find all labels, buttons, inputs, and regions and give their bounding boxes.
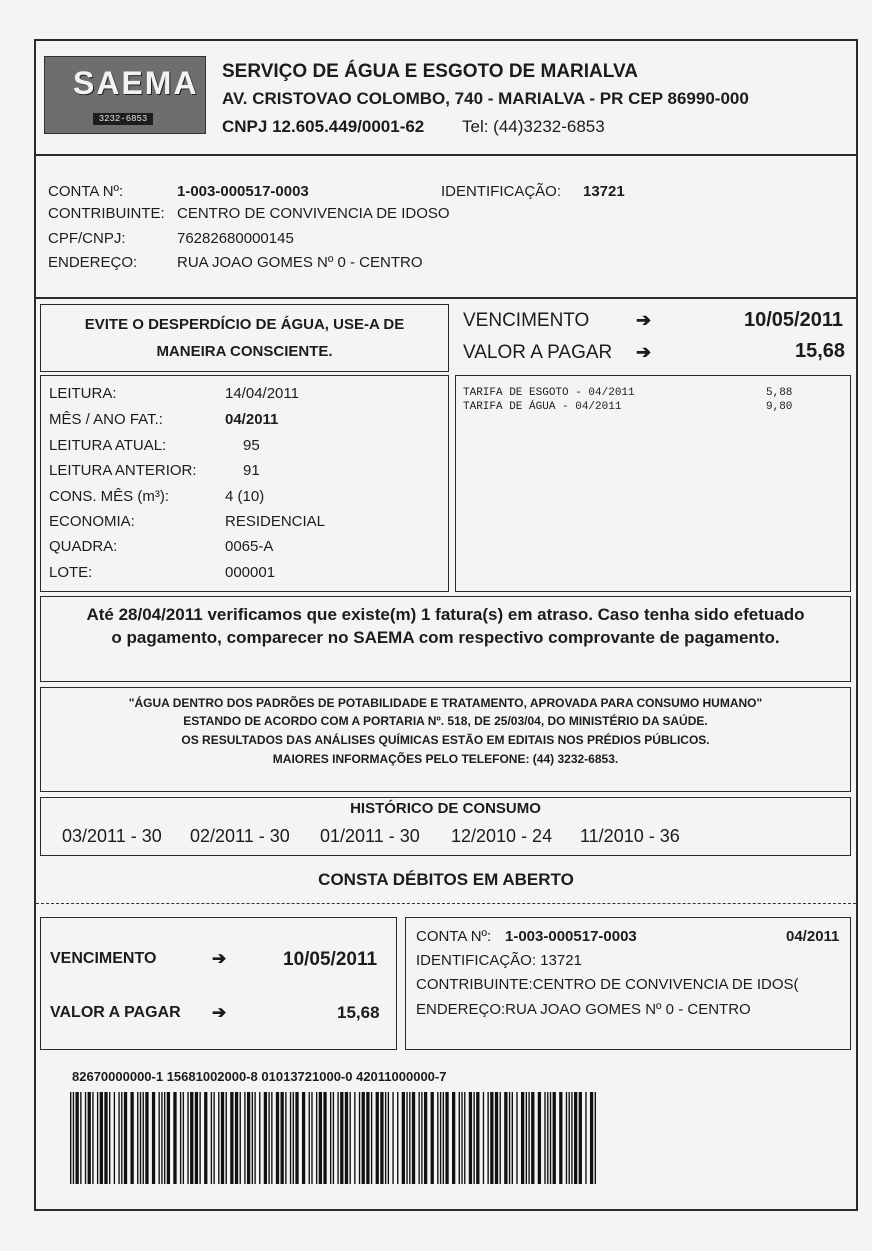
- barcode-bar: [559, 1092, 562, 1184]
- reading-label: MÊS / ANO FAT.:: [49, 411, 163, 428]
- barcode-bar: [461, 1092, 462, 1184]
- barcode-bar: [512, 1092, 513, 1184]
- barcode-bar: [316, 1092, 317, 1184]
- barcode-bar: [473, 1092, 474, 1184]
- barcode-bar: [319, 1092, 322, 1184]
- venc-value: 10/05/2011: [744, 309, 843, 331]
- barcode-bar: [173, 1092, 176, 1184]
- barcode-bar: [88, 1092, 91, 1184]
- barcode-bar: [70, 1092, 71, 1184]
- barcode-bar: [80, 1092, 81, 1184]
- conta-value: 1-003-000517-0003: [177, 183, 309, 200]
- saema-logo: [44, 56, 206, 134]
- barcode-bar: [268, 1092, 269, 1184]
- reading-label: CONS. MÊS (m³):: [49, 488, 169, 505]
- barcode-bar: [264, 1092, 267, 1184]
- barcode-bar: [464, 1092, 465, 1184]
- advice-box: [40, 304, 449, 372]
- header-divider: [34, 154, 858, 156]
- barcode-bar: [538, 1092, 541, 1184]
- debts-title: CONSTA DÉBITOS EM ABERTO: [318, 870, 574, 889]
- barcode-bar: [490, 1092, 493, 1184]
- barcode-bar: [252, 1092, 253, 1184]
- barcode-bar: [190, 1092, 193, 1184]
- barcode-bar: [75, 1092, 78, 1184]
- history-item: 11/2010 - 36: [580, 826, 680, 846]
- valor-label: VALOR A PAGAR: [463, 342, 613, 363]
- barcode-bar: [459, 1092, 460, 1184]
- stub-venc-label: VENCIMENTO: [50, 950, 157, 967]
- barcode-bar: [281, 1092, 284, 1184]
- barcode-bar: [311, 1092, 312, 1184]
- barcode-bar: [137, 1092, 138, 1184]
- barcode-bar: [495, 1092, 498, 1184]
- barcode-bar: [73, 1092, 74, 1184]
- barcode-bar: [121, 1092, 122, 1184]
- barcode-bar: [443, 1092, 444, 1184]
- barcode-bar: [595, 1092, 596, 1184]
- contrib-value: CENTRO DE CONVIVENCIA DE IDOSO: [177, 205, 450, 222]
- arrow-icon: ➔: [212, 949, 227, 968]
- stub-endereco: ENDEREÇO:RUA JOAO GOMES Nº 0 - CENTRO: [416, 1001, 751, 1018]
- barcode-bar: [574, 1092, 577, 1184]
- barcode-bar: [183, 1092, 184, 1184]
- quality-line-4: MAIORES INFORMAÇÕES PELO TELEFONE: (44) 3232-6853.: [272, 752, 619, 766]
- barcode-bar: [571, 1092, 572, 1184]
- barcode-bar: [145, 1092, 148, 1184]
- barcode-bar: [397, 1092, 398, 1184]
- barcode-bar: [424, 1092, 427, 1184]
- late-notice-line-2: o pagamento, comparecer no SAEMA com respectivo comprovante de pagamento.: [111, 628, 780, 647]
- charge-desc: TARIFA DE ÁGUA - 04/2011: [463, 401, 622, 413]
- barcode-bar: [309, 1092, 310, 1184]
- reading-value: 95: [243, 437, 260, 454]
- reading-label: LEITURA ATUAL:: [49, 437, 167, 454]
- cpf-value: 76282680000145: [177, 230, 294, 247]
- barcode-bar: [247, 1092, 250, 1184]
- barcode-bar: [359, 1092, 360, 1184]
- barcode-bar: [199, 1092, 200, 1184]
- advice-line-1: EVITE O DESPERDÍCIO DE ÁGUA, USE-A DE: [84, 316, 405, 333]
- company-name: SERVIÇO DE ÁGUA E ESGOTO DE MARIALVA: [222, 61, 638, 82]
- reading-label: LEITURA ANTERIOR:: [49, 462, 197, 479]
- barcode-bar: [550, 1092, 551, 1184]
- barcode-bar: [118, 1092, 119, 1184]
- barcode-bar: [521, 1092, 524, 1184]
- barcode-bar: [85, 1092, 86, 1184]
- stub-conta-label: CONTA Nº:: [416, 928, 492, 945]
- reading-value: 4 (10): [225, 488, 265, 505]
- barcode-bar: [500, 1092, 501, 1184]
- barcode-bar: [333, 1092, 334, 1184]
- ident-label: IDENTIFICAÇÃO:: [441, 183, 562, 200]
- barcode-bar: [143, 1092, 144, 1184]
- arrow-icon: ➔: [212, 1003, 227, 1022]
- barcode-bar: [254, 1092, 255, 1184]
- reading-label: QUADRA:: [49, 538, 118, 555]
- barcode-bar: [92, 1092, 93, 1184]
- barcode-bar: [271, 1092, 272, 1184]
- barcode-bar: [218, 1092, 219, 1184]
- barcode-bar: [547, 1092, 548, 1184]
- arrow-icon: ➔: [636, 310, 652, 330]
- company-tel: Tel: (44)3232-6853: [462, 117, 605, 136]
- barcode-bar: [340, 1092, 343, 1184]
- barcode-bar: [487, 1092, 488, 1184]
- barcode-bar: [259, 1092, 260, 1184]
- venc-label: VENCIMENTO: [463, 310, 590, 331]
- history-item: 01/2011 - 30: [320, 826, 420, 846]
- history-item: 03/2011 - 30: [62, 826, 162, 846]
- stub-venc-value: 10/05/2011: [283, 949, 378, 970]
- barcode-bar: [412, 1092, 415, 1184]
- advice-line-2: MANEIRA CONSCIENTE.: [156, 343, 333, 360]
- barcode: [70, 1092, 596, 1184]
- barcode-bar: [590, 1092, 593, 1184]
- stub-valor-label: VALOR A PAGAR: [50, 1004, 181, 1021]
- reading-label: LOTE:: [49, 564, 93, 581]
- stub-period: 04/2011: [786, 928, 840, 945]
- barcode-bar: [349, 1092, 350, 1184]
- quality-line-2: ESTANDO DE ACORDO COM A PORTARIA Nº. 518, DE 25/03/04, DO MINISTÉRIO DA SAÚDE.: [183, 714, 708, 728]
- barcode-bar: [152, 1092, 155, 1184]
- barcode-bar: [392, 1092, 393, 1184]
- reading-value: 14/04/2011: [225, 385, 299, 402]
- barcode-bar: [295, 1092, 298, 1184]
- charge-value: 9,80: [766, 401, 793, 413]
- barcode-bar: [437, 1092, 438, 1184]
- barcode-bar: [440, 1092, 441, 1184]
- barcode-bar: [402, 1092, 405, 1184]
- barcode-bar: [244, 1092, 245, 1184]
- valor-value: 15,68: [795, 340, 846, 362]
- barcode-bar: [213, 1092, 214, 1184]
- barcode-bar: [585, 1092, 586, 1184]
- barcode-bar: [504, 1092, 507, 1184]
- barcode-bar: [302, 1092, 305, 1184]
- reading-value: 91: [243, 462, 260, 479]
- cpf-label: CPF/CNPJ:: [48, 230, 126, 247]
- charge-value: 5,88: [766, 387, 793, 399]
- barcode-digits: 82670000000-1 15681002000-8 01013721000-0 42011000000-7: [72, 1069, 447, 1084]
- contrib-label: CONTRIBUINTE:: [48, 205, 165, 222]
- stub-conta-value: 1-003-000517-0003: [505, 928, 637, 945]
- barcode-bar: [124, 1092, 127, 1184]
- barcode-bar: [354, 1092, 355, 1184]
- barcode-bar: [161, 1092, 162, 1184]
- barcode-bar: [431, 1092, 434, 1184]
- barcode-bar: [140, 1092, 141, 1184]
- barcode-bar: [114, 1092, 115, 1184]
- barcode-bar: [104, 1092, 107, 1184]
- barcode-bar: [406, 1092, 407, 1184]
- barcode-bar: [187, 1092, 188, 1184]
- reading-value: 0065-A: [225, 538, 274, 555]
- barcode-bar: [164, 1092, 165, 1184]
- barcode-bar: [362, 1092, 365, 1184]
- barcode-bar: [235, 1092, 238, 1184]
- barcode-bar: [221, 1092, 224, 1184]
- arrow-icon: ➔: [636, 342, 652, 362]
- barcode-bar: [569, 1092, 570, 1184]
- reading-value: 000001: [225, 564, 276, 581]
- company-cnpj: CNPJ 12.605.449/0001-62: [222, 117, 425, 136]
- barcode-bar: [337, 1092, 338, 1184]
- barcode-bar: [345, 1092, 348, 1184]
- barcode-bar: [385, 1092, 386, 1184]
- stub-ident: IDENTIFICAÇÃO: 13721: [416, 952, 582, 969]
- conta-label: CONTA Nº:: [48, 183, 124, 200]
- barcode-bar: [516, 1092, 517, 1184]
- barcode-bar: [452, 1092, 455, 1184]
- barcode-bar: [226, 1092, 227, 1184]
- barcode-bar: [409, 1092, 410, 1184]
- barcode-bar: [553, 1092, 556, 1184]
- barcode-bar: [579, 1092, 582, 1184]
- stub-contrib: CONTRIBUINTE:CENTRO DE CONVIVENCIA DE IDOS(: [416, 976, 799, 993]
- barcode-bar: [445, 1092, 448, 1184]
- barcode-bar: [531, 1092, 534, 1184]
- ident-value: 13721: [583, 183, 625, 200]
- logo-phone-tag: 3232-6853: [93, 113, 153, 125]
- stub-valor-value: 15,68: [337, 1003, 380, 1022]
- barcode-bar: [240, 1092, 241, 1184]
- charge-desc: TARIFA DE ESGOTO - 04/2011: [463, 387, 635, 399]
- barcode-bar: [293, 1092, 294, 1184]
- barcode-bar: [130, 1092, 133, 1184]
- history-title: HISTÓRICO DE CONSUMO: [350, 800, 541, 817]
- barcode-bar: [528, 1092, 529, 1184]
- reading-box: [40, 375, 449, 592]
- barcode-bar: [180, 1092, 181, 1184]
- barcode-bar: [388, 1092, 389, 1184]
- barcode-bar: [371, 1092, 372, 1184]
- barcode-bar: [544, 1092, 545, 1184]
- barcode-bar: [418, 1092, 419, 1184]
- barcode-bar: [380, 1092, 383, 1184]
- barcode-bar: [323, 1092, 326, 1184]
- cut-line: [36, 903, 856, 904]
- barcode-bar: [290, 1092, 291, 1184]
- endereco-value: RUA JOAO GOMES Nº 0 - CENTRO: [177, 254, 423, 271]
- barcode-bar: [476, 1092, 479, 1184]
- barcode-bar: [526, 1092, 527, 1184]
- stub-due-box: [40, 917, 397, 1050]
- reading-label: LEITURA:: [49, 385, 117, 402]
- account-divider: [34, 297, 858, 299]
- barcode-bar: [211, 1092, 212, 1184]
- barcode-bar: [469, 1092, 472, 1184]
- history-item: 02/2011 - 30: [190, 826, 290, 846]
- barcode-bar: [109, 1092, 110, 1184]
- barcode-bar: [276, 1092, 279, 1184]
- reading-label: ECONOMIA:: [49, 513, 135, 530]
- reading-value: 04/2011: [225, 411, 279, 428]
- barcode-bar: [330, 1092, 331, 1184]
- logo-wordmark: SAEMA: [73, 65, 199, 101]
- reading-value: RESIDENCIAL: [225, 513, 326, 530]
- barcode-bar: [100, 1092, 103, 1184]
- company-address: AV. CRISTOVAO COLOMBO, 740 - MARIALVA - PR CEP 86990-000: [222, 89, 749, 108]
- barcode-bar: [230, 1092, 233, 1184]
- barcode-bar: [509, 1092, 510, 1184]
- barcode-bar: [483, 1092, 484, 1184]
- late-notice-line-1: Até 28/04/2011 verificamos que existe(m) 1 fatura(s) em atraso. Caso tenha sido efetuado: [86, 605, 805, 624]
- barcode-bar: [97, 1092, 98, 1184]
- barcode-bar: [376, 1092, 379, 1184]
- barcode-bar: [195, 1092, 198, 1184]
- barcode-bar: [366, 1092, 369, 1184]
- barcode-bar: [285, 1092, 286, 1184]
- quality-line-1: "ÁGUA DENTRO DOS PADRÕES DE POTABILIDADE E TRATAMENTO, APROVADA PARA CONSUMO HUMANO": [128, 696, 763, 710]
- barcode-bar: [204, 1092, 207, 1184]
- quality-line-3: OS RESULTADOS DAS ANÁLISES QUÍMICAS ESTÃO EM EDITAIS NOS PRÉDIOS PÚBLICOS.: [181, 733, 710, 747]
- barcode-bar: [167, 1092, 170, 1184]
- barcode-bar: [158, 1092, 159, 1184]
- barcode-bar: [566, 1092, 567, 1184]
- history-item: 12/2010 - 24: [451, 826, 553, 846]
- endereco-label: ENDEREÇO:: [48, 254, 138, 271]
- barcode-bar: [421, 1092, 422, 1184]
